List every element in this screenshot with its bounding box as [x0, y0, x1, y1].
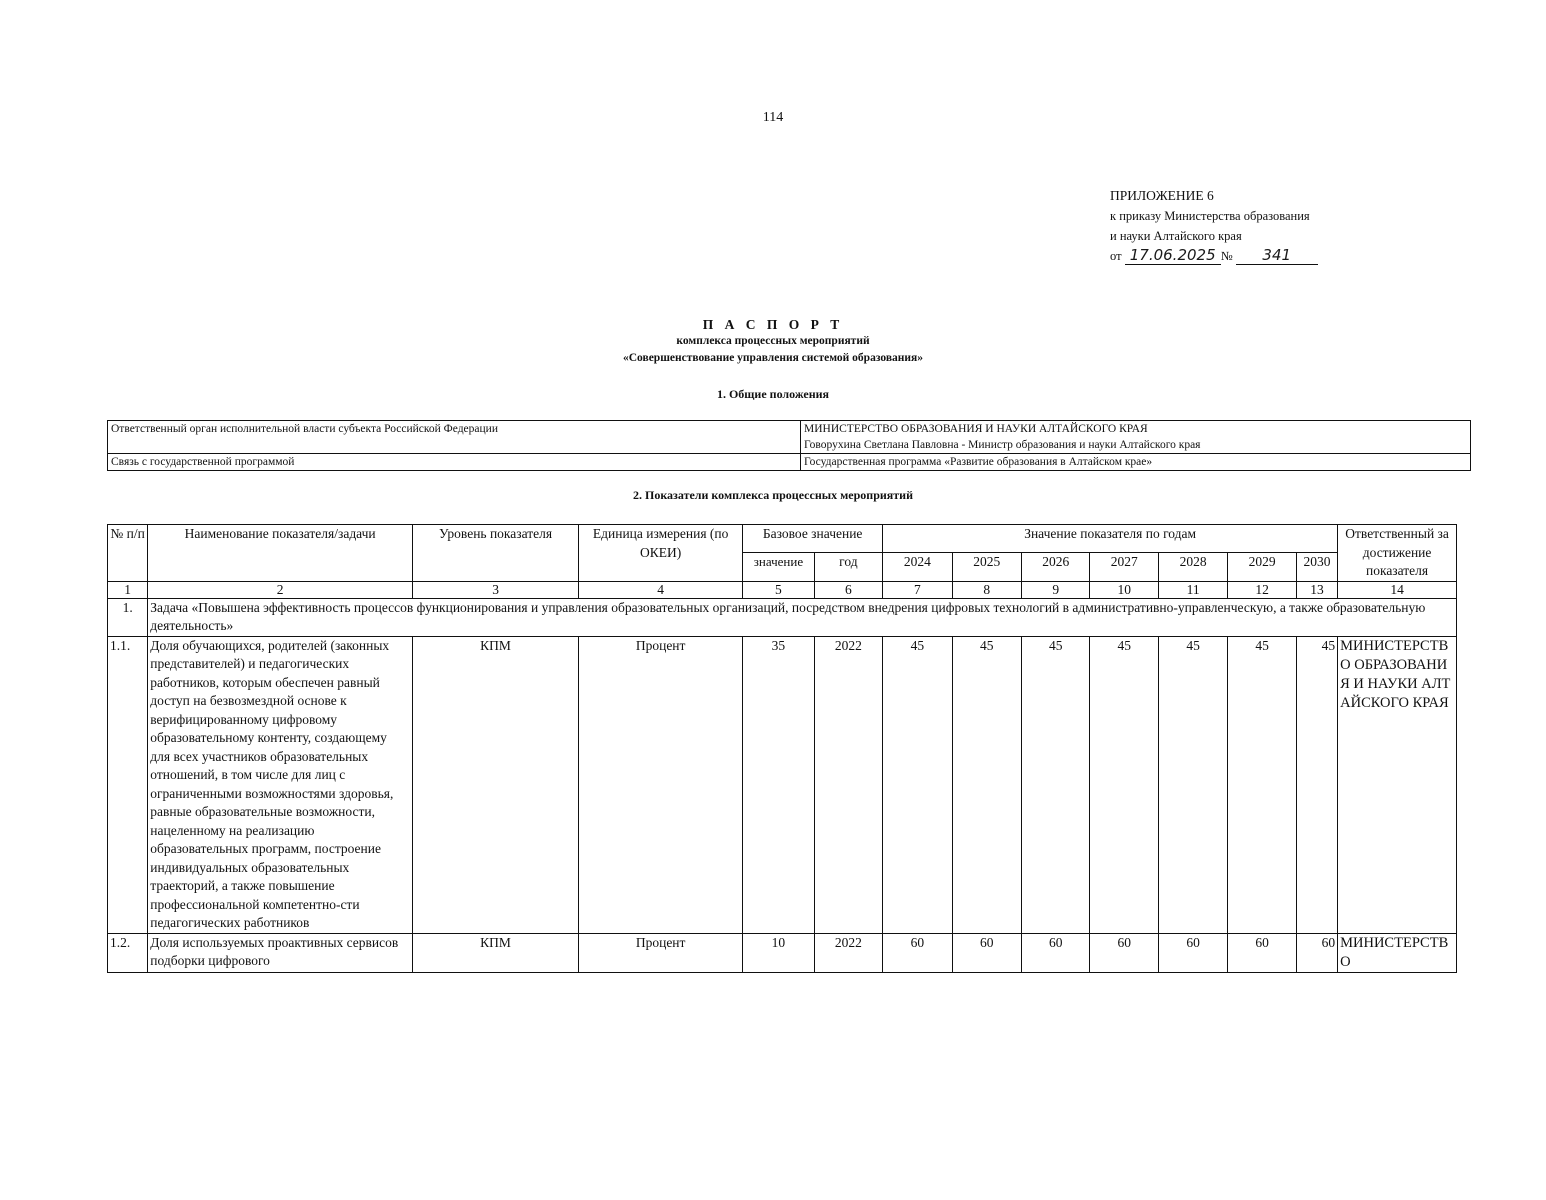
base-year: 2022	[814, 933, 882, 972]
column-number: 5	[743, 581, 814, 598]
value-2026: 60	[1022, 933, 1090, 972]
value-2030: 60	[1296, 933, 1337, 972]
header-name: Наименование показателя/задачи	[148, 525, 413, 582]
header-row	[108, 525, 1457, 553]
row-num: 1.1.	[108, 636, 148, 933]
header-year: 2025	[952, 553, 1021, 581]
indicators-table	[107, 524, 1457, 973]
passport-name: «Совершенствование управления системой образования»	[622, 352, 924, 364]
column-number: 14	[1338, 581, 1457, 598]
header-base-value: значение	[743, 553, 814, 581]
value-2027: 45	[1090, 636, 1158, 933]
appendix-line-2: и науки Алтайского края	[1110, 229, 1242, 243]
header-base: Базовое значение	[743, 525, 883, 553]
general-provisions-table	[107, 420, 1471, 471]
table-row	[108, 454, 1471, 471]
column-number: 2	[148, 581, 413, 598]
task-text: Задача «Повышена эффективность процессов функционирования и управления образовательных организаций, посредством внедрения цифровых технологий в административно-управленческую, а также образовательную деятельность»	[148, 598, 1457, 636]
column-numbers-row	[108, 581, 1457, 598]
minister-name: Говорухина Светлана Павловна - Министр образования и науки Алтайского края	[804, 439, 1201, 451]
value-2030: 45	[1296, 636, 1337, 933]
header-num: № п/п	[108, 525, 148, 582]
base-value: 10	[743, 933, 814, 972]
row-num: 1.2.	[108, 933, 148, 972]
column-number: 12	[1228, 581, 1296, 598]
base-value: 35	[743, 636, 814, 933]
value-2024: 60	[883, 933, 952, 972]
column-number: 8	[952, 581, 1021, 598]
header-unit: Единица измерения (по ОКЕИ)	[579, 525, 743, 582]
header-year: 2026	[1022, 553, 1090, 581]
indicator-level: КПМ	[413, 933, 579, 972]
column-number: 3	[413, 581, 579, 598]
from-prefix: от	[1110, 249, 1122, 263]
header-year: 2029	[1228, 553, 1296, 581]
ministry-name: МИНИСТЕРСТВО ОБРАЗОВАНИЯ И НАУКИ АЛТАЙСКОГО КРАЯ	[804, 423, 1148, 435]
responsible-body-value	[801, 421, 1471, 454]
table-row	[108, 421, 1471, 454]
column-number: 1	[108, 581, 148, 598]
order-number: 341	[1236, 247, 1318, 265]
header-base-year: год	[814, 553, 882, 581]
value-2027: 60	[1090, 933, 1158, 972]
value-2025: 45	[952, 636, 1021, 933]
page-number: 114	[762, 110, 784, 125]
value-2026: 45	[1022, 636, 1090, 933]
program-link-value: Государственная программа «Развитие образования в Алтайском крае»	[801, 454, 1471, 471]
column-number: 9	[1022, 581, 1090, 598]
header-responsible: Ответственный за достижение показателя	[1338, 525, 1457, 582]
number-prefix: №	[1220, 249, 1233, 263]
order-date-line	[1110, 246, 1318, 266]
section-1-title: 1. Общие положения	[716, 387, 830, 401]
section-2-title: 2. Показатели комплекса процессных мероприятий	[632, 488, 913, 502]
header-level: Уровень показателя	[413, 525, 579, 582]
indicator-name: Доля используемых проактивных сервисов подборки цифрового	[148, 933, 413, 972]
appendix-block	[1110, 186, 1318, 266]
responsible: МИНИСТЕРСТВО ОБРАЗОВАНИЯ И НАУКИ АЛТАЙСКОГО КРАЯ	[1338, 636, 1457, 933]
appendix-title: ПРИЛОЖЕНИЕ 6	[1110, 188, 1214, 203]
order-date: 17.06.2025	[1125, 247, 1221, 265]
responsible-body-label: Ответственный орган исполнительной власти субъекта Российской Федерации	[108, 421, 801, 454]
task-row	[108, 598, 1457, 636]
header-by-years: Значение показателя по годам	[883, 525, 1338, 553]
indicator-level: КПМ	[413, 636, 579, 933]
column-number: 4	[579, 581, 743, 598]
indicator-name: Доля обучающихся, родителей (законных представителей) и педагогических работников, которым обеспечен равный доступ на безвозмездной основе к верифицированному цифровому образовательному контенту, создающему для всех участников образовательных отношений, в том числе для лиц с ограниченными возможностями здоровья, равные образовательные возможности, нацеленному на реализацию образовательных программ, построение индивидуальных образовательных траекторий, а также повышение профессиональной компетентно-сти педагогических работников	[148, 636, 413, 933]
header-year: 2027	[1090, 553, 1158, 581]
passport-subtitle: комплекса процессных мероприятий	[676, 335, 870, 347]
column-number: 11	[1158, 581, 1227, 598]
table-row	[108, 933, 1457, 972]
column-number: 6	[814, 581, 882, 598]
table-row	[108, 636, 1457, 933]
header-year: 2028	[1158, 553, 1227, 581]
appendix-line-1: к приказу Министерства образования	[1110, 209, 1310, 223]
passport-title: П А С П О Р Т	[702, 317, 844, 332]
value-2024: 45	[883, 636, 952, 933]
task-num: 1.	[108, 598, 148, 636]
value-2029: 45	[1228, 636, 1296, 933]
base-year: 2022	[814, 636, 882, 933]
value-2029: 60	[1228, 933, 1296, 972]
program-link-label: Связь с государственной программой	[108, 454, 801, 471]
responsible: МИНИСТЕРСТВО	[1338, 933, 1457, 972]
column-number: 10	[1090, 581, 1158, 598]
value-2028: 60	[1158, 933, 1227, 972]
indicator-unit: Процент	[579, 636, 743, 933]
value-2025: 60	[952, 933, 1021, 972]
indicator-unit: Процент	[579, 933, 743, 972]
column-number: 13	[1296, 581, 1337, 598]
header-year: 2030	[1296, 553, 1337, 581]
column-number: 7	[883, 581, 952, 598]
value-2028: 45	[1158, 636, 1227, 933]
header-year: 2024	[883, 553, 952, 581]
